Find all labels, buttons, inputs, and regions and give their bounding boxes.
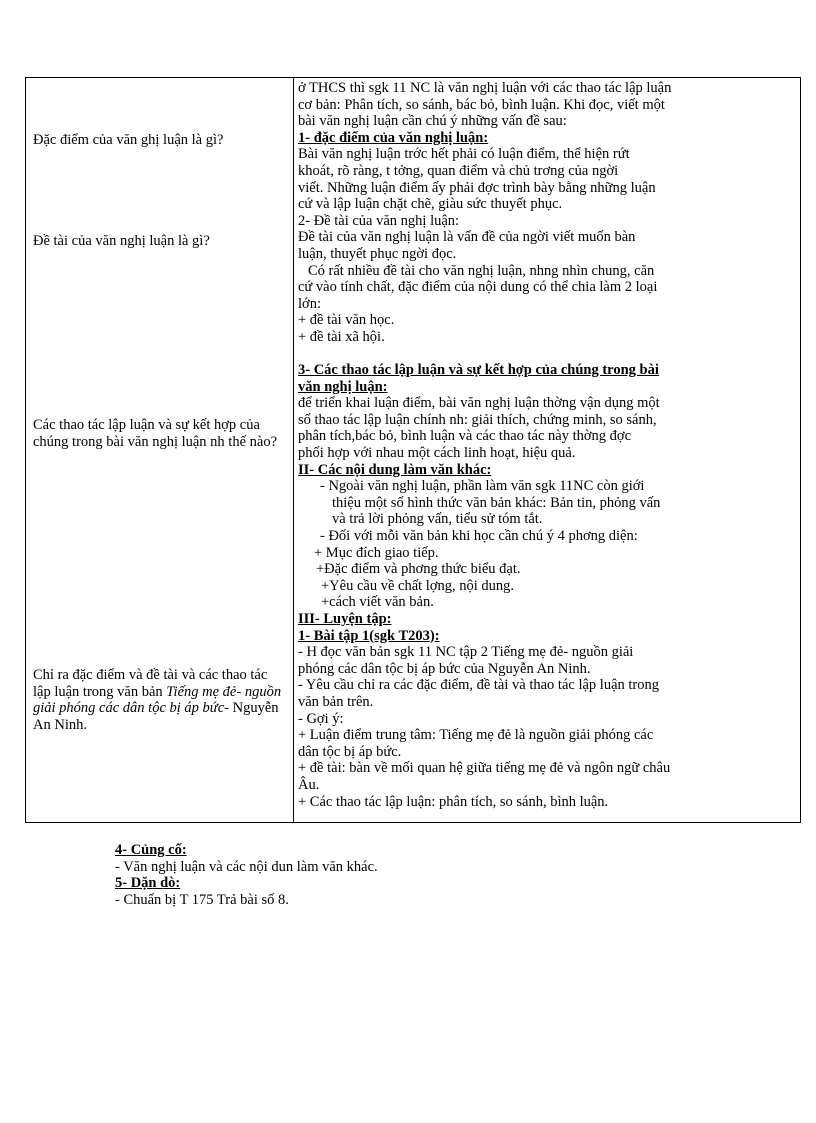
sub-item: + Mục đích giao tiếp. <box>314 544 439 561</box>
footer-line: - Văn nghị luận và các nội dun làm văn khác. <box>115 858 378 875</box>
paragraph-line: cứ và lập luận chặt chẽ, giàu sức thuyết phục. <box>298 196 563 213</box>
lesson-footer <box>115 842 715 908</box>
paragraph-line: + đề tài: bàn về mối quan hệ giữa tiếng mẹ đẻ và ngôn ngữ châu <box>298 760 671 777</box>
column-divider <box>293 78 294 822</box>
section-heading-3: 3- Các thao tác lập luận và sự kết hợp của chúng trong bài <box>298 362 659 379</box>
question-4-title: Tiếng mẹ đẻ- nguồn giải phóng các dân tộc bị áp bức <box>33 683 282 717</box>
paragraph-line: - Gợi ý: <box>298 710 344 727</box>
lesson-table <box>25 77 801 823</box>
section-heading-1: 1- đặc điểm của văn nghị luận: <box>298 129 489 146</box>
bullet-line: và trả lời phỏng vấn, tiểu sử tóm tắt. <box>332 511 543 528</box>
section-heading-3-cont: văn nghị luận: <box>298 378 388 395</box>
paragraph-line: Đề tài của văn nghị luận là vấn đề của ngời viết muốn bàn <box>298 229 636 246</box>
question-3: Các thao tác lập luận và sự kết hợp của chúng trong bài văn nghị luận nh thế nào? <box>33 417 278 450</box>
paragraph-line: cứ vào tính chất, đặc điểm của nội dung có thể chia làm 2 loại <box>298 279 658 296</box>
paragraph-line: lớn: <box>298 295 321 312</box>
bullet-line: - Đối với mỗi văn bản khi học cần chú ý 4 phơng diện: <box>320 528 638 545</box>
paragraph-line: để triển khai luận điểm, bài văn nghị luận thờng vận dụng một <box>298 395 660 412</box>
section-heading-iii: III- Luyện tập: <box>298 611 392 627</box>
bullet-line: thiệu một số hình thức văn bản khác: Bản tin, phỏng vấn <box>332 494 661 511</box>
question-2: Đề tài của văn nghị luận là gì? <box>33 233 210 249</box>
sub-item: +Yêu cầu về chất lợng, nội dung. <box>321 577 515 594</box>
footer-heading-4: 4- Củng cố: <box>115 842 187 858</box>
paragraph-line: dân tộc bị áp bức. <box>298 743 402 760</box>
section-heading-2: 2- Đề tài của văn nghị luận: <box>298 212 460 229</box>
paragraph-line: - H đọc văn bản sgk 11 NC tập 2 Tiếng mẹ đẻ- nguồn giải <box>298 644 634 661</box>
paragraph-line: văn bản trên. <box>298 693 374 710</box>
intro-line: ở THCS thì sgk 11 NC là văn nghị luận với các thao tác lập luận <box>298 80 672 96</box>
sub-item: +Đặc điểm và phơng thức biểu đạt. <box>316 561 521 578</box>
paragraph-line: luận, thuyết phục ngời đọc. <box>298 245 457 262</box>
paragraph-line: số thao tác lập luận chính nh: giải thích, chứng minh, so sánh, <box>298 411 657 428</box>
paragraph-line: + Các thao tác lập luận: phân tích, so sánh, bình luận. <box>298 793 609 810</box>
paragraph-line: Bài văn nghị luận trớc hết phải có luận điểm, thể hiện rứt <box>298 146 630 163</box>
intro-line: cơ bản: Phân tích, so sánh, bác bỏ, bình luận. Khi đọc, viết một <box>298 96 665 113</box>
paragraph-line: khoát, rõ ràng, t tởng, quan điểm và chủ trơng của ngời <box>298 162 619 179</box>
question-1: Đặc điểm của văn ghị luận là gì? <box>33 132 224 148</box>
question-4-author: - Nguyễn An Ninh. <box>33 700 279 733</box>
question-column <box>26 78 293 822</box>
section-heading-ii: II- Các nội dung làm văn khác: <box>298 461 492 478</box>
paragraph-line: + Luận điểm trung tâm: Tiếng mẹ đẻ là nguồn giải phóng các <box>298 727 654 744</box>
sub-item: +cách viết văn bản. <box>321 594 434 611</box>
spacer <box>298 346 798 363</box>
paragraph-line: phân tích,bác bỏ, bình luận và các thao tác này thờng đợc <box>298 428 632 445</box>
bullet-line: - Ngoài văn nghị luận, phần làm văn sgk 11NC còn giới <box>320 478 645 495</box>
paragraph-line: phóng các dân tộc bị áp bức của Nguyễn An Ninh. <box>298 660 591 677</box>
paragraph-line: Có rất nhiều đề tài cho văn nghị luận, nhng nhìn chung, căn <box>308 262 655 279</box>
list-item: + đề tài văn học. <box>298 312 395 329</box>
footer-heading-5: 5- Dặn dò: <box>115 875 181 892</box>
question-4-text: Chỉ ra đặc điểm và đề tài và các thao tác lập luận trong văn bản <box>33 667 268 700</box>
content-column <box>298 80 798 810</box>
list-item: + đề tài xã hội. <box>298 328 385 345</box>
paragraph-line: viết. Những luận điểm ấy phải đợc trình bày bằng những luận <box>298 179 656 196</box>
paragraph-line: - Yêu cầu chỉ ra các đặc điểm, đề tài và thao tác lập luận trong <box>298 677 659 694</box>
intro-line: bài văn nghị luận cần chú ý những vấn đề sau: <box>298 113 567 130</box>
paragraph-line: Âu. <box>298 776 320 793</box>
paragraph-line: phối hợp với nhau một cách linh hoạt, hiệu quả. <box>298 445 576 462</box>
exercise-heading: 1- Bài tập 1(sgk T203): <box>298 627 440 644</box>
question-4 <box>33 667 285 733</box>
footer-line: - Chuẩn bị T 175 Trả bài số 8. <box>115 891 289 908</box>
